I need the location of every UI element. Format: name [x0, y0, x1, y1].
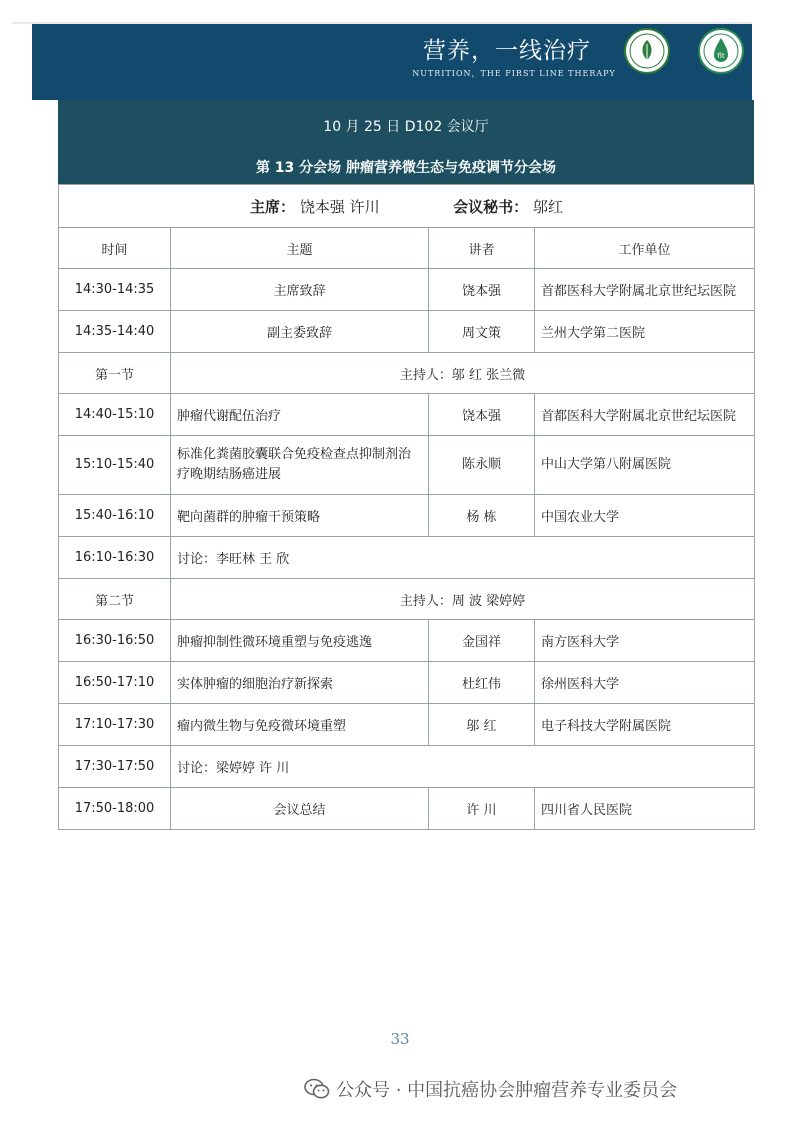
column-header-org: 工作单位	[535, 228, 755, 269]
org-cell: 徐州医科大学	[535, 662, 755, 704]
association-logo-icon	[624, 28, 670, 74]
time-cell: 16:30-16:50	[59, 620, 171, 662]
section-row	[59, 579, 755, 620]
speaker-cell: 饶本强	[429, 269, 535, 311]
org-cell: 中国农业大学	[535, 495, 755, 537]
org-cell: 四川省人民医院	[535, 788, 755, 830]
speaker-cell: 邬 红	[429, 704, 535, 746]
discussion-row	[59, 746, 755, 788]
time-cell: 14:35-14:40	[59, 311, 171, 353]
header-banner	[32, 22, 752, 100]
table-row	[59, 269, 755, 311]
speaker-cell: 饶本强	[429, 394, 535, 436]
time-cell: 15:40-16:10	[59, 495, 171, 537]
banner-title: 营养，一线治疗	[423, 38, 591, 64]
discussion-text: 讨论：梁婷婷 许 川	[171, 746, 755, 788]
topic-cell: 标准化粪菌胶囊联合免疫检查点抑制剂治疗晚期结肠癌进展	[171, 436, 429, 495]
section-label: 第二节	[59, 579, 171, 620]
topic-cell: 实体肿瘤的细胞治疗新探索	[171, 662, 429, 704]
schedule-table	[58, 100, 754, 830]
topic-cell: 会议总结	[171, 788, 429, 830]
secretary-label: 会议秘书：	[453, 197, 529, 216]
table-row	[59, 662, 755, 704]
topic-cell: 副主委致辞	[171, 311, 429, 353]
time-cell: 14:40-15:10	[59, 394, 171, 436]
chair-names: 饶本强 许川	[299, 197, 380, 216]
session-date-room: 10 月 25 日 D102 会议厅	[323, 119, 489, 135]
section-row	[59, 353, 755, 394]
chair-row	[59, 185, 755, 228]
banner-subtitle: NUTRITION，THE FIRST LINE THERAPY	[412, 69, 616, 78]
topic-cell: 肿瘤代谢配伍治疗	[171, 394, 429, 436]
time-cell: 17:10-17:30	[59, 704, 171, 746]
time-cell: 16:50-17:10	[59, 662, 171, 704]
table-row	[59, 495, 755, 537]
banner-edge	[12, 22, 752, 24]
org-cell: 首都医科大学附属北京世纪坛医院	[535, 269, 755, 311]
speaker-cell: 陈永顺	[429, 436, 535, 495]
topic-cell: 靶向菌群的肿瘤干预策略	[171, 495, 429, 537]
table-row	[59, 394, 755, 436]
time-cell: 17:50-18:00	[59, 788, 171, 830]
flt-logo-icon	[698, 28, 744, 74]
speaker-cell: 金国祥	[429, 620, 535, 662]
column-header-speaker: 讲者	[429, 228, 535, 269]
topic-cell: 瘤内微生物与免疫微环境重塑	[171, 704, 429, 746]
topic-cell: 肿瘤抑制性微环境重塑与免疫逃逸	[171, 620, 429, 662]
section-host: 主持人：周 波 梁婷婷	[171, 579, 755, 620]
column-header-topic: 主题	[171, 228, 429, 269]
table-row	[59, 311, 755, 353]
org-cell: 南方医科大学	[535, 620, 755, 662]
column-header-row	[59, 228, 755, 269]
time-cell: 16:10-16:30	[59, 537, 171, 579]
svg-text:flt: flt	[717, 52, 725, 60]
time-cell: 14:30-14:35	[59, 269, 171, 311]
org-cell: 电子科技大学附属医院	[535, 704, 755, 746]
topic-cell: 主席致辞	[171, 269, 429, 311]
session-header	[58, 100, 754, 184]
table-row	[59, 704, 755, 746]
secretary-name: 邬红	[532, 197, 563, 216]
chair-cell	[59, 185, 755, 228]
column-header-time: 时间	[59, 228, 171, 269]
speaker-cell: 杨 栋	[429, 495, 535, 537]
section-label: 第一节	[59, 353, 171, 394]
speaker-cell: 周文策	[429, 311, 535, 353]
chair-label: 主席：	[250, 197, 296, 216]
page-number: 33	[390, 1030, 410, 1048]
table-row	[59, 788, 755, 830]
table-row	[59, 620, 755, 662]
discussion-text: 讨论：李旺林 王 欣	[171, 537, 755, 579]
speaker-cell: 杜红伟	[429, 662, 535, 704]
section-host: 主持人：邬 红 张兰微	[171, 353, 755, 394]
time-cell: 17:30-17:50	[59, 746, 171, 788]
org-cell: 首都医科大学附属北京世纪坛医院	[535, 394, 755, 436]
speaker-cell: 许 川	[429, 788, 535, 830]
org-cell: 中山大学第八附属医院	[535, 436, 755, 495]
session-title: 第 13 分会场 肿瘤营养微生态与免疫调节分会场	[255, 160, 557, 176]
table-row	[59, 436, 755, 495]
org-cell: 兰州大学第二医院	[535, 311, 755, 353]
discussion-row	[59, 537, 755, 579]
time-cell: 15:10-15:40	[59, 436, 171, 495]
wechat-icon	[304, 1078, 330, 1105]
wechat-watermark	[304, 1076, 677, 1100]
wechat-account-text: 公众号 · 中国抗癌协会肿瘤营养专业委员会	[336, 1080, 678, 1101]
